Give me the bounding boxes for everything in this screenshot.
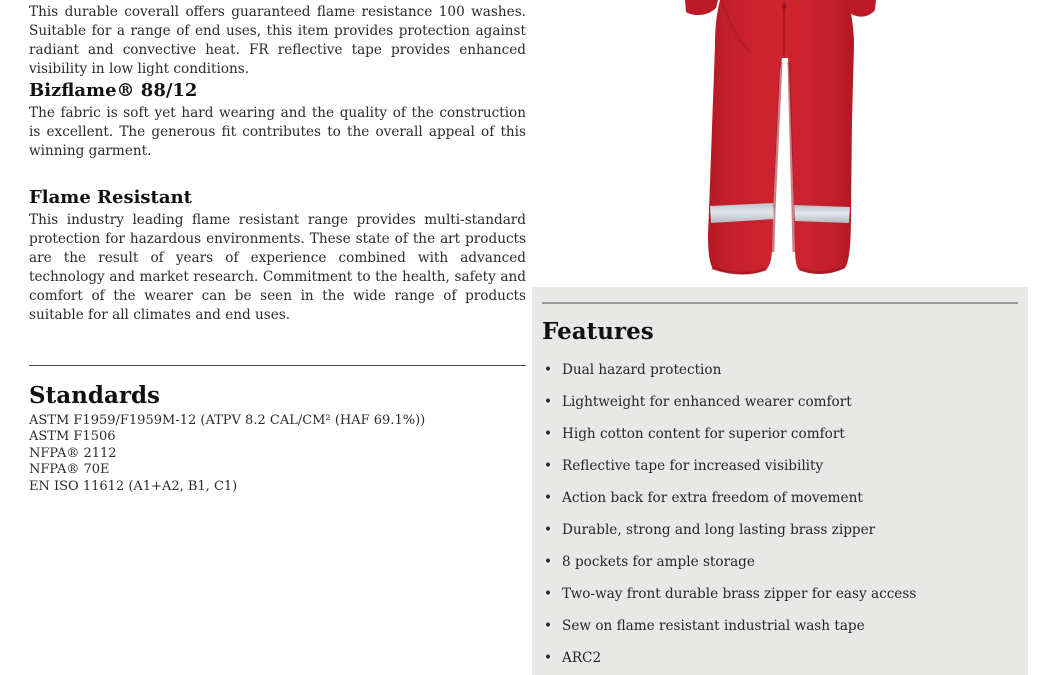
features-heading: Features (542, 318, 654, 345)
standards-item: NFPA® 2112 (29, 445, 117, 461)
feature-item: • Action back for extra freedom of movement (542, 489, 1018, 508)
feature-item: • 8 pockets for ample storage (542, 553, 1018, 572)
flame-resistant-paragraph: This industry leading flame resistant range provides multi-standard protection for hazardous environments. These state of the art products are the result of years of experience combined with advanced technology and market research. Commitment to the health, safety and comfort of the wearer can be seen in the wide range of products suitable for all climates and end uses. (29, 212, 526, 323)
feature-item: • Durable, strong and long lasting brass zipper (542, 521, 1018, 540)
intro-paragraph: This durable coverall offers guaranteed flame resistance 100 washes. Suitable for a range of end uses, this item provides protection against radiant and convective heat. FR reflective tape provides enhanced visibility in low light conditions. (29, 4, 526, 77)
feature-item: • Lightweight for enhanced wearer comfort (542, 393, 1018, 412)
feature-item: • Dual hazard protection (542, 361, 1018, 380)
standards-item: EN ISO 11612 (A1+A2, B1, C1) (29, 478, 238, 494)
standards-item: ASTM F1506 (29, 429, 116, 445)
left-sleeve-cuff (685, 0, 718, 15)
standards-item: ASTM F1959/F1959M-12 (ATPV 8.2 CAL/CM² (HAF 69.1%)) (29, 413, 426, 428)
bizflame-heading: Bizflame® 88/12 (29, 80, 198, 101)
waist-button (782, 5, 786, 9)
bizflame-paragraph: The fabric is soft yet hard wearing and the quality of the construction is excellent. The generous fit contributes to the overall appeal of this winning garment. (29, 105, 526, 159)
coverall-body (708, 0, 854, 274)
feature-item: • Sew on flame resistant industrial wash tape (542, 617, 1018, 636)
flame-resistant-heading: Flame Resistant (29, 187, 192, 208)
standards-list (29, 413, 526, 495)
feature-item: • High cotton content for superior comfort (542, 425, 1018, 444)
standards-heading: Standards (29, 382, 160, 409)
product-column (532, 0, 1028, 675)
features-panel (532, 287, 1028, 675)
right-sleeve-cuff (848, 0, 876, 17)
feature-item: • ARC2 (542, 649, 1018, 668)
description-column (29, 3, 526, 495)
features-top-divider (542, 302, 1018, 304)
features-list (542, 361, 1018, 668)
product-photo-area (532, 0, 1028, 281)
coverall-product-photo (532, 0, 1028, 281)
standards-item: NFPA® 70E (29, 462, 110, 478)
section-divider (29, 365, 526, 366)
feature-item: • Two-way front durable brass zipper for easy access (542, 585, 1018, 604)
reflective-tape-right (794, 205, 850, 223)
feature-item: • Reflective tape for increased visibility (542, 457, 1018, 476)
